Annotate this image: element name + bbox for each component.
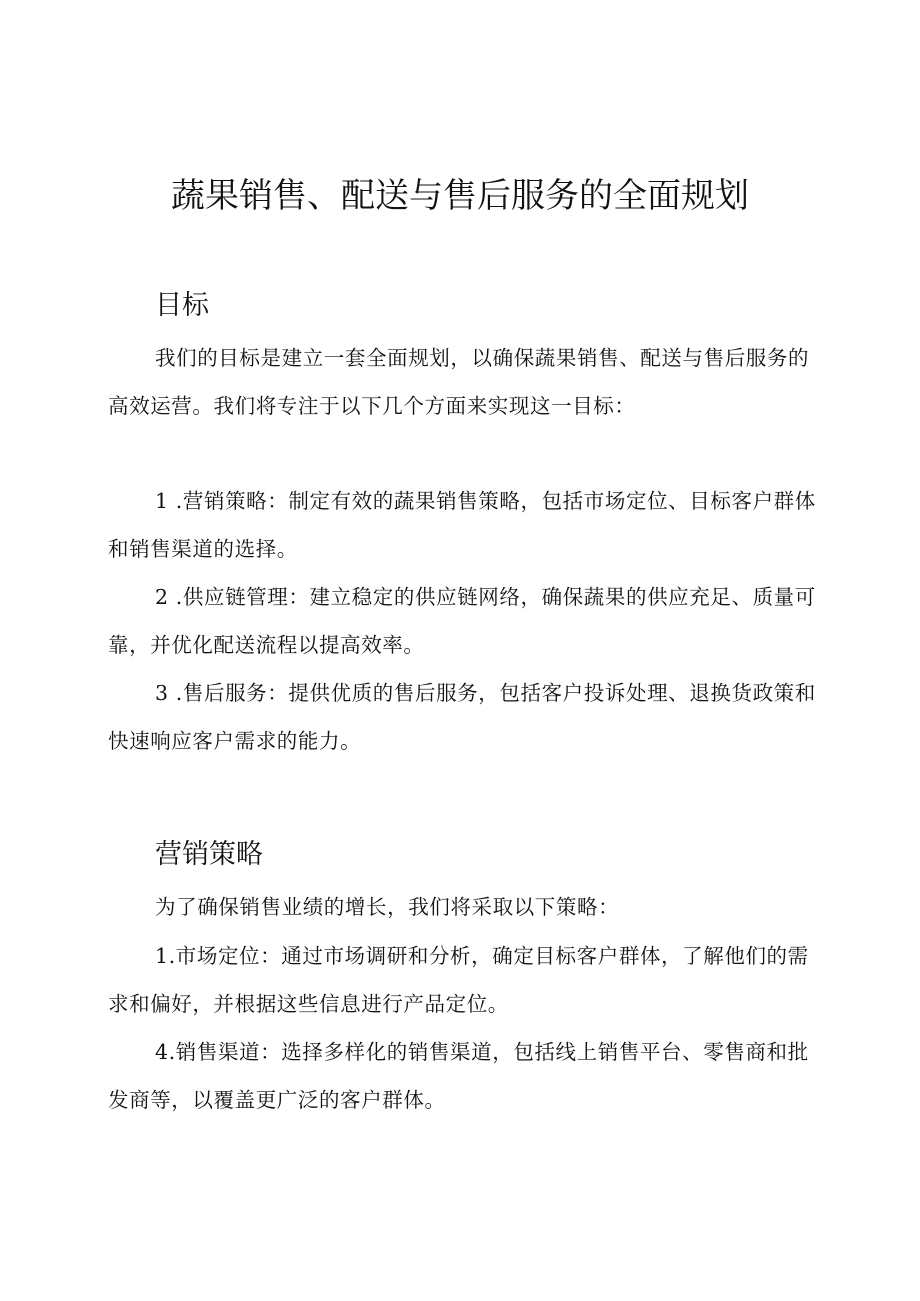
document-title: 蔬果销售、配送与售后服务的全面规划 <box>171 176 749 216</box>
section-heading-goals: 目标 <box>155 290 209 321</box>
goals-item-1: 1 .营销策略：制定有效的蔬果销售策略，包括市场定位、目标客户群体和销售渠道的选择。 <box>108 489 816 561</box>
goals-item-3: 3 .售后服务：提供优质的售后服务，包括客户投诉处理、退换货政策和快速响应客户需求的能力。 <box>108 681 816 753</box>
goals-item-2: 2 .供应链管理：建立稳定的供应链网络，确保蔬果的供应充足、质量可靠，并优化配送流程以提高效率。 <box>108 585 816 657</box>
section-heading-marketing: 营销策略 <box>155 839 263 870</box>
marketing-item-4: 4.销售渠道：选择多样化的销售渠道，包括线上销售平台、零售商和批发商等，以覆盖更广泛的客户群体。 <box>108 1040 809 1112</box>
marketing-item-1: 1.市场定位：通过市场调研和分析，确定目标客户群体，了解他们的需求和偏好，并根据这些信息进行产品定位。 <box>108 944 809 1016</box>
marketing-intro-paragraph: 为了确保销售业绩的增长，我们将采取以下策略： <box>155 895 620 919</box>
goals-intro-paragraph: 我们的目标是建立一套全面规划，以确保蔬果销售、配送与售后服务的高效运营。我们将专注于以下几个方面来实现这一目标： <box>108 346 810 418</box>
